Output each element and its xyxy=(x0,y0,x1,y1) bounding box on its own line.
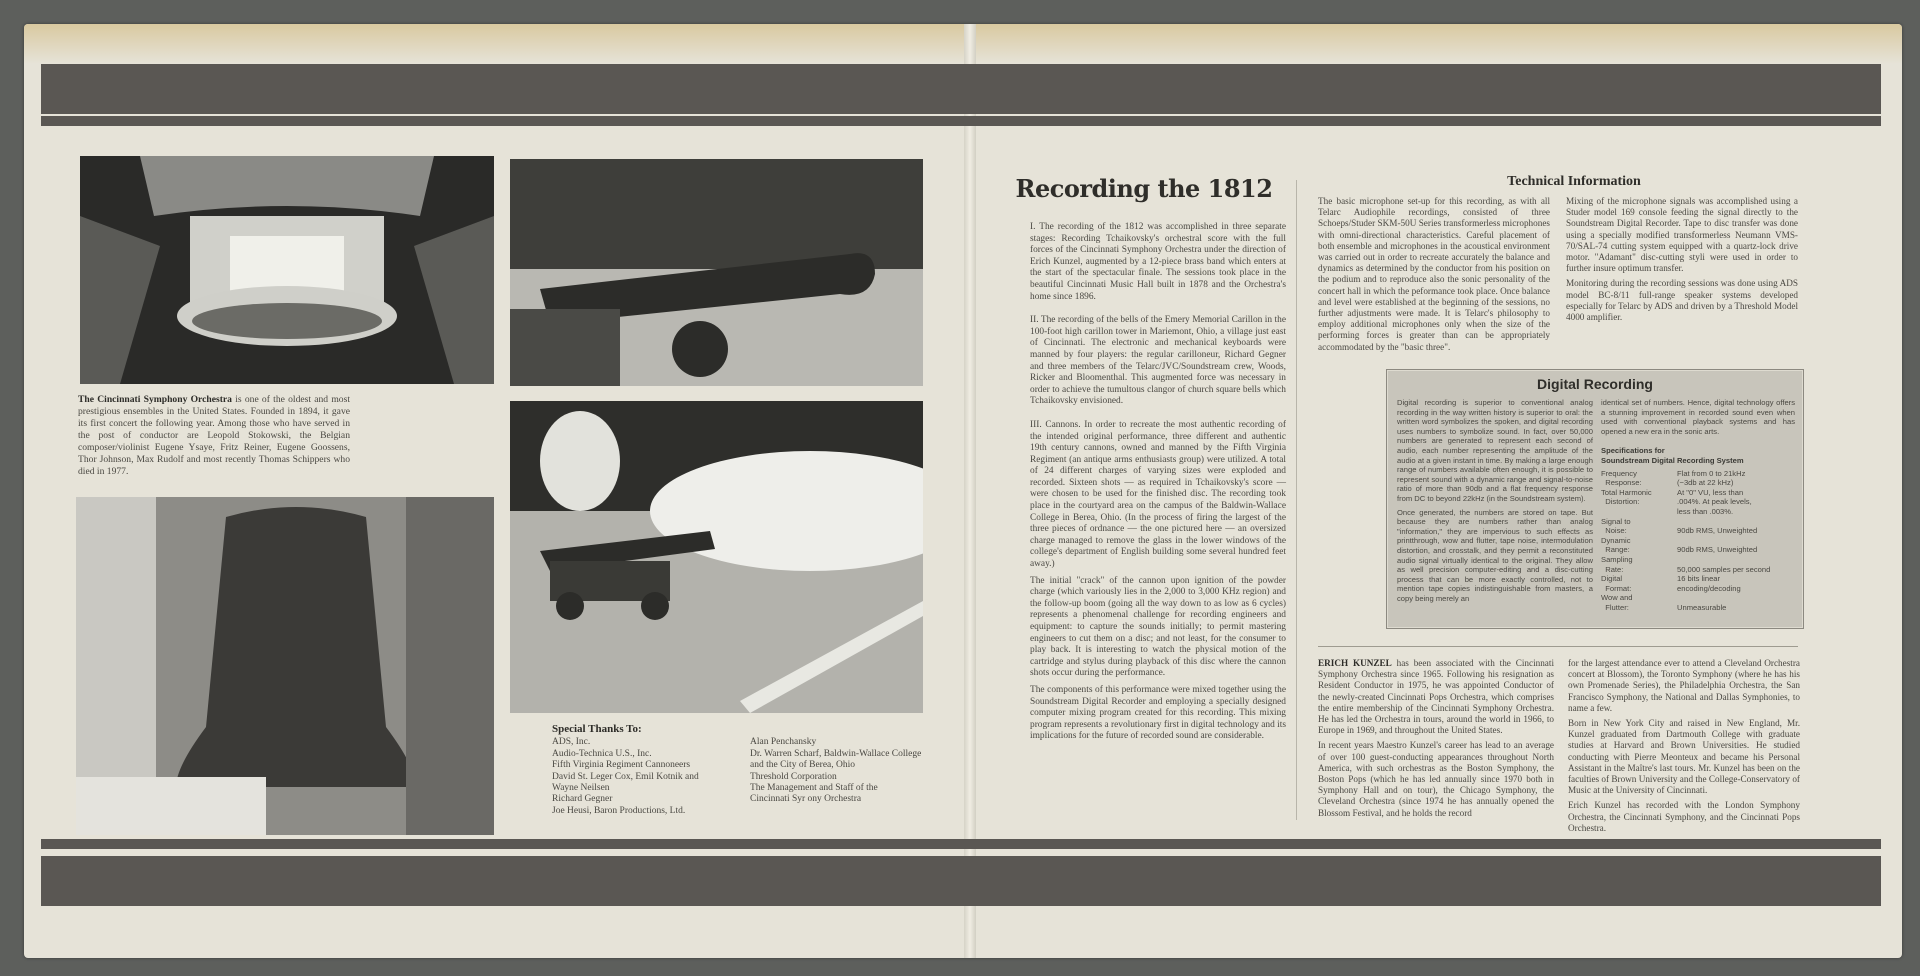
thanks-item: Threshold Corporation xyxy=(750,771,837,782)
thanks-item: Audio-Technica U.S., Inc. xyxy=(552,748,652,759)
recording-para: The initial "crack" of the cannon upon ignition of the powder charge (which variously lies in the 2,000 to 3,000 KHz region) and the follow-up boom (going all the way down to as low as 6 cycles) represents a phenomenal challenge for recording engineers and equipment: to capture the sounds initially; to permit mastering engineers to cut them on a disc; and not least, for the consumer to play back. It is interesting to watch the physical motion of the cartridge and stylus during playback of this disc where the cannon shots occur during the performance. xyxy=(1030,575,1286,679)
spec-key: Digital Format: xyxy=(1601,574,1632,593)
thanks-item: ADS, Inc. xyxy=(552,737,591,748)
thanks-title: Special Thanks To: xyxy=(552,723,642,735)
kunzel-para xyxy=(1318,658,1554,736)
spec-key: Frequency Response: xyxy=(1601,468,1642,488)
bottom-band-thin xyxy=(41,839,1881,849)
thanks-item: Joe Heusi, Baron Productions, Ltd. xyxy=(552,805,686,816)
spec-key: Signal to Noise: xyxy=(1601,516,1631,536)
recording-para: I. The recording of the 1812 was accomplished in three separate stages: Recording Tchaikovsky's orchestral score with the full forces of the Cincinnati Symphony Orchestra under the direction of Erich Kunzel, augmented by a 12-piece brass band which enters at the start of the spectacular finale. The sessions took place in the beautiful Cincinnati Music Hall built in 1878 and the Orchestra's home since 1896. xyxy=(1030,222,1286,302)
spec-value: 90db RMS, Unweighted xyxy=(1677,526,1758,536)
thanks-col-2 xyxy=(750,737,930,817)
spec-value: 16 bits linear encoding/decoding xyxy=(1677,574,1741,593)
thanks-item: and the City of Berea, Ohio xyxy=(750,760,856,771)
spec-key: Sampling Rate: xyxy=(1601,554,1633,574)
technical-title: Technical Information xyxy=(1507,174,1641,189)
kunzel-text: has been associated with the Cincinnati Symphony Orchestra since 1965. Following his resignation as Resident Conductor in 1975, he was appointed Conductor of the newly-created Cincinnati Pops Orchestra, which comprises the entire membership of the Cincinnati Symphony Orchestra. He has led the Orchestra in tours, around the world in 1966, to Europe in 1969, and throughout the United States. xyxy=(1318,658,1554,736)
digital-recording-box xyxy=(1386,369,1804,629)
orchestra-caption xyxy=(78,394,350,478)
recording-para: II. The recording of the bells of the Emery Memorial Carillon in the 100-foot high carillon tower in Mariemont, Ohio, a village just east of Cincinnati. The electronic and mechanical keyboards were manned by four players: the regular carilloneur, Richard Gegner and three members of the Telarc/JVC/Soundstream crew, Woods, Ricker and Bloomenthal. This augmented force was necessary in order to achieve the tumultous clangor of church square bells which Tchaikovsky envisioned. xyxy=(1030,315,1286,407)
kunzel-para: In recent years Maestro Kunzel's career has lead to an average of over 100 guest-conducting appearances throughout North America, with such orchestras as the Boston Symphony, the Boston Pops (which he has led annually since 1970 both in Symphony Hall and on tour), the Chicago Symphony, the Cleveland Orchestra (since 1974 he has annually opened the Blossom Festival, and he holds the record xyxy=(1318,740,1554,818)
spec-table xyxy=(1601,469,1795,613)
thanks-item: Alan Penchansky xyxy=(750,737,817,748)
bell-photo xyxy=(76,497,494,835)
column-divider xyxy=(1296,180,1297,820)
kunzel-bio-right xyxy=(1568,658,1800,838)
thanks-item: David St. Leger Cox, Emil Kotnik and xyxy=(552,771,699,782)
spec-value: Unmeasurable xyxy=(1677,602,1727,612)
digital-para: Once generated, the numbers are stored on tape. But because they are numbers rather than analog "information," they are impervious to such effects as printthrough, wow and flutter, tape noise, intermodulation distortion, and crosstalk, and they permit a reconstituted audio signal virtually identical to the original. They allow as well precision computer-editing and a disc-cutting process that can be more exactly controlled, not to mention tape copies indistinguishable from masters, a copy being merely an xyxy=(1397,507,1593,603)
bottom-band-thick xyxy=(41,856,1881,906)
recording-title: Recording the 1812 xyxy=(1015,174,1273,203)
kunzel-para: for the largest attendance ever to attend a Cleveland Orchestra concert at Blossom), the Toronto Symphony (where he has his own Promenade Series), the Philadelphia Orchestra, the San Francisco Symphony, the National and Dallas Symphonies, to name a few. xyxy=(1568,658,1800,713)
spec-value: At "0" VU, less than .004%. At peak levels, less than .003%. xyxy=(1677,487,1752,516)
recording-para: III. Cannons. In order to recreate the most authentic recording of the intended original performance, three different and authentic 19th century cannons, owned and manned by the Fifth Virginia Regiment (an antique arms enthusiasts group) were utilized. A total of 24 different charges of varying sizes were exploded and recorded. Sixteen shots — as required in Tchaikovsky's score — were chosen to be used for the finished disc. The recording took place in the courtyard area on the campus of the Baldwin-Wallace College in Berea, Ohio. (In the process of firing the largest of the three pieces of ordnance — the one pictured here — an oversized charge managed to remove the glass in the lower windows of the college's department of English building some several hundred feet away.) xyxy=(1030,419,1286,570)
technical-para: Mixing of the microphone signals was accomplished using a Studer model 169 console feeding the signal directly to the Soundstream Digital Recorder. Tape to disc transfer was done using a specially modified transformerless Neumann VMS-70/SAL-74 cutting system equipped with a quartz-lock drive motor. "Adamant" disc-cutting styli were used in order to further insure optimum transfer. xyxy=(1566,196,1798,274)
recording-para: The components of this performance were mixed together using the Soundstream Digital Recorder and employing a specially designed computer mixing program created for this recording. This mixing program represents a revolutionary first in digital technology and its implications for the future of recorded sound are considerable. xyxy=(1030,684,1286,742)
spec-title-2: Soundstream Digital Recording System xyxy=(1601,455,1744,465)
kunzel-bio-left xyxy=(1318,658,1554,823)
album-gatefold xyxy=(24,24,1902,958)
special-thanks xyxy=(552,724,962,817)
digital-para: identical set of numbers. Hence, digital technology offers a stunning improvement in recorded sound even when used with conventional playback systems and has opened a new era in the sonic arts. xyxy=(1601,398,1795,436)
top-band-thick xyxy=(41,64,1881,114)
recording-body xyxy=(1030,222,1286,748)
thanks-col-1 xyxy=(552,737,732,817)
technical-left-text: The basic microphone set-up for this recording, as with all Telarc Audiophile recordings, consisted of three Schoeps/Studer SKM-50U Series transformerless microphones with omni-directional characteristics. Careful placement of both ensemble and microphones in the acoustical environment was carried out in order to recreate accurately the balance and dynamics as determined by the conductor from his position on the podium and to reproduce also the sonic personality of the concert hall in which the peformance took place. Once balance and level were established at the beginning of the sessions, no further adjustments were made. It is Telarc's philosophy to employ additional microphones only when the size of the performing forces is greater than can be appropriately accommodated by the "basic three". xyxy=(1318,196,1550,352)
spec-value: Flat from 0 to 21kHz (−3db at 22 kHz) xyxy=(1677,468,1746,488)
technical-para: Monitoring during the recording sessions was done using ADS model BC-8/11 full-range speaker systems developed especially for Telarc by ADS and driven by a Threshold Model 4000 amplifier. xyxy=(1566,278,1798,323)
caption-lead: The Cincinnati Symphony Orchestra xyxy=(78,394,232,405)
digital-para: Digital recording is superior to conventional analog recording in the way written history is superior to oral: the written word symbolizes the spoken, and digital recording uses numbers to symbolize sound. In fact, over 50,000 numbers are generated to represent each second of audio, each number representing the amplitude of the audio at a given instant in time. By making a large enough range of numbers available often enough, it is possible to represent sound with a dynamic range and signal-to-noise ratio of more than 90db and a flat frequency response from DC to beyond 22kHz (in the Soundstream system). xyxy=(1397,398,1593,503)
kunzel-para: Erich Kunzel has recorded with the London Symphony Orchestra, the Cincinnati Symphony, and the Cincinnati Pops Orchestra. xyxy=(1568,800,1800,833)
thanks-item: Dr. Warren Scharf, Baldwin-Wallace College xyxy=(750,748,922,759)
thanks-item: Fifth Virginia Regiment Cannoneers xyxy=(552,760,691,771)
cannon-firing-photo xyxy=(510,401,923,713)
kunzel-lead: ERICH KUNZEL xyxy=(1318,658,1392,668)
spec-value: 50,000 samples per second xyxy=(1677,564,1771,574)
kunzel-para: Born in New York City and raised in New England, Mr. Kunzel graduated from Dartmouth College with graduate studies at Harvard and Brown Universities. He studied conducting with Pierre Meonteux and became his Personal Assistant in the Maître's last tours. Mr. Kunzel has been on the faculties of Brown University and the College-Conservatory of Music at the University of Cincinnati. xyxy=(1568,718,1800,796)
digital-right-text xyxy=(1601,398,1795,612)
spec-key: Total Harmonic Distortion: xyxy=(1601,487,1652,507)
cannon-photo xyxy=(510,159,923,386)
digital-left-text xyxy=(1397,398,1593,607)
thanks-item: Cincinnati Syr ony Orchestra xyxy=(750,794,862,805)
top-band-thin xyxy=(41,116,1881,126)
digital-title: Digital Recording xyxy=(1537,376,1653,392)
thanks-item: Wayne Neilsen xyxy=(552,783,610,794)
spec-key: Wow and Flutter: xyxy=(1601,593,1633,612)
thanks-item: Richard Gegner xyxy=(552,794,613,805)
concert-hall-photo xyxy=(80,156,494,384)
technical-right-text xyxy=(1566,196,1798,327)
thanks-item: The Management and Staff of the xyxy=(750,783,878,794)
spec-title: Specifications for xyxy=(1601,446,1665,456)
caption-body: is one of the oldest and most prestigious ensembles in the United States. Founded in 1894, it gave its first concert the following year. Among those who have served in the post of conductor are Leopold Stokowski, the Belgian composer/violinist Eugene Ysaye, Fritz Reiner, Eugene Goossens, Thor Johnson, Max Rudolf and most recently Thomas Schippers who died in 1977. xyxy=(78,394,350,477)
section-divider xyxy=(1318,646,1798,647)
spec-value: 90db RMS, Unweighted xyxy=(1677,545,1758,555)
spec-key: Dynamic Range: xyxy=(1601,535,1631,555)
gatefold-spine xyxy=(964,24,976,958)
